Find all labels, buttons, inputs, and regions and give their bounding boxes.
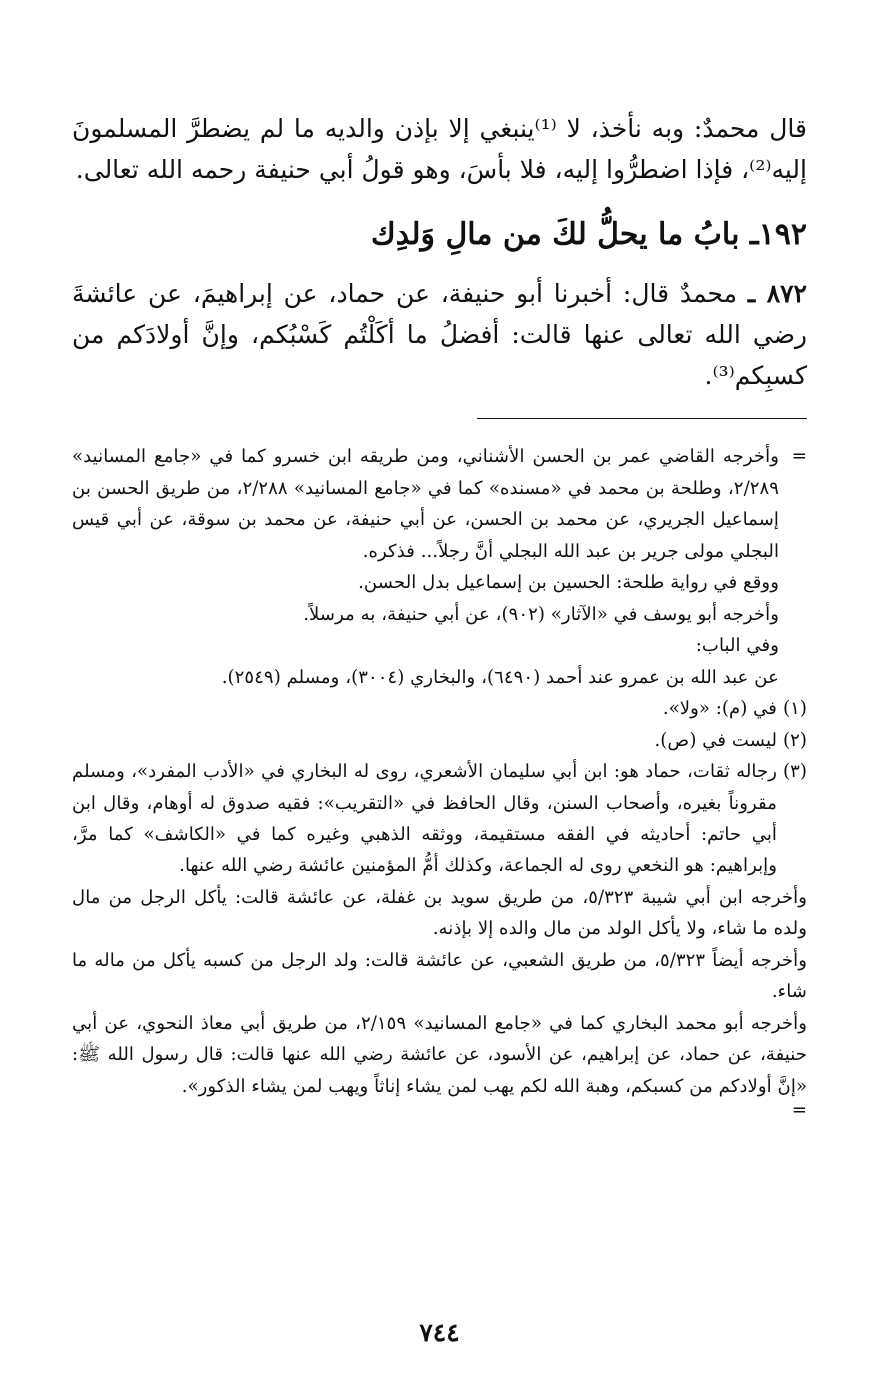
page-number: ٧٤٤ xyxy=(419,1318,460,1347)
hadith-paragraph xyxy=(72,273,807,396)
footnote-number: (٣) xyxy=(783,761,807,783)
continuation-line: عن عبد الله بن عمرو عند أحمد (٦٤٩٠)، والبخاري (٣٠٠٤)، ومسلم (٢٥٤٩). xyxy=(221,666,779,688)
hadith-number: ٨٧٢ ـ xyxy=(747,279,807,309)
chapter-heading: ١٩٢ـ بابُ ما يحلُّ لكَ من مالِ وَلدِك xyxy=(370,217,807,252)
footnote-paragraph: وأخرجه أيضاً ٥/٣٢٣، من طريق الشعبي، عن عائشة قالت: ولد الرجل من كسبه يأكل من ماله ما شاء. xyxy=(72,949,807,1003)
footnote-2 xyxy=(72,725,807,756)
main-paragraph: قال محمدٌ: وبه نأخذ، لا ⁽¹⁾ينبغي إلا بإذن والديه ما لم يضطرَّ المسلمونَ إليه⁽²⁾، فإذا اضطرُّوا إليه، فلا بأسَ، وهو قولُ أبي حنيفة رحمه الله تعالى. xyxy=(72,114,807,184)
footnotes xyxy=(72,441,807,1120)
continuation-line: وفي الباب: xyxy=(695,635,779,657)
footnote-text: ليست في (ص). xyxy=(654,729,777,751)
footnote-number: (٢) xyxy=(783,729,807,751)
footnote-continuation xyxy=(72,441,807,693)
continuation-mark: = xyxy=(791,446,807,468)
footnote-paragraph: وأخرجه ابن أبي شيبة ٥/٣٢٣، من طريق سويد بن غفلة، عن عائشة قالت: يأكل الرجل من مال ولده ما شاء، ولا يأكل الولد من مال والده إلا بإذنه. xyxy=(72,886,807,940)
hadith-text: محمدٌ قال: أخبرنا أبو حنيفة، عن حماد، عن إبراهيمَ، عن عائشةَ رضي الله تعالى عنها قالت: أفضلُ ما أكَلْتُم كَسْبُكم، وإنَّ أولادَكم من كسبِكم⁽³⁾. xyxy=(72,279,807,391)
continuation-end-mark: = xyxy=(791,1100,807,1122)
footnote-1 xyxy=(72,693,807,724)
footnote-paragraph: وأخرجه أبو محمد البخاري كما في «جامع المسانيد» ٢/١٥٩، من طريق أبي معاذ النحوي، عن أبي حنيفة، عن حماد، عن إبراهيم، عن الأسود، عن عائشة رضي الله عنها قالت: قال رسول الله ﷺ: «إنَّ أولادكم من كسبكم، وهبة الله لكم يهب لمن يشاء إناثاً ويهب لمن يشاء الذكور». xyxy=(72,1012,807,1097)
continuation-line: وأخرجه القاضي عمر بن الحسن الأشناني، ومن طريقه ابن خسرو كما في «جامع المسانيد» ٢/٢٨٩، وطلحة بن محمد في «مسنده» كما في «جامع المسانيد» ٢/٢٨٨، من طريق الحسن بن إسماعيل الجريري، عن محمد بن الحسن، عن أبي حنيفة، عن محمد بن سوقة، عن أبي قيس البجلي مولى جرير بن عبد الله البجلي أنَّ رجلاً... فذكره. xyxy=(72,446,779,562)
footnote-number: (١) xyxy=(783,698,807,720)
footnote-text: في (م): «ولا». xyxy=(662,698,777,720)
footnote-3 xyxy=(72,756,807,882)
main-text xyxy=(72,108,807,396)
footnote-separator xyxy=(477,418,807,419)
footnote-text: رجاله ثقات، حماد هو: ابن أبي سليمان الأشعري، روى له البخاري في «الأدب المفرد»، ومسلم مقروناً بغيره، وأصحاب السنن، وقال الحافظ في «التقريب»: فقيه صدوق له أوهام، وقال ابن أبي حاتم: أحاديثه في الفقه مستقيمة، ووثقه الذهبي وغيره كما في «الكاشف» كما مرَّ، وإبراهيم: هو النخعي روى له الجماعة، وكذلك أمُّ المؤمنين عائشة رضي الله عنها. xyxy=(72,761,777,877)
continuation-line: وأخرجه أبو يوسف في «الآثار» (٩٠٢)، عن أبي حنيفة، به مرسلاً. xyxy=(303,603,779,625)
continuation-line: ووقع في رواية طلحة: الحسين بن إسماعيل بدل الحسن. xyxy=(358,572,779,594)
